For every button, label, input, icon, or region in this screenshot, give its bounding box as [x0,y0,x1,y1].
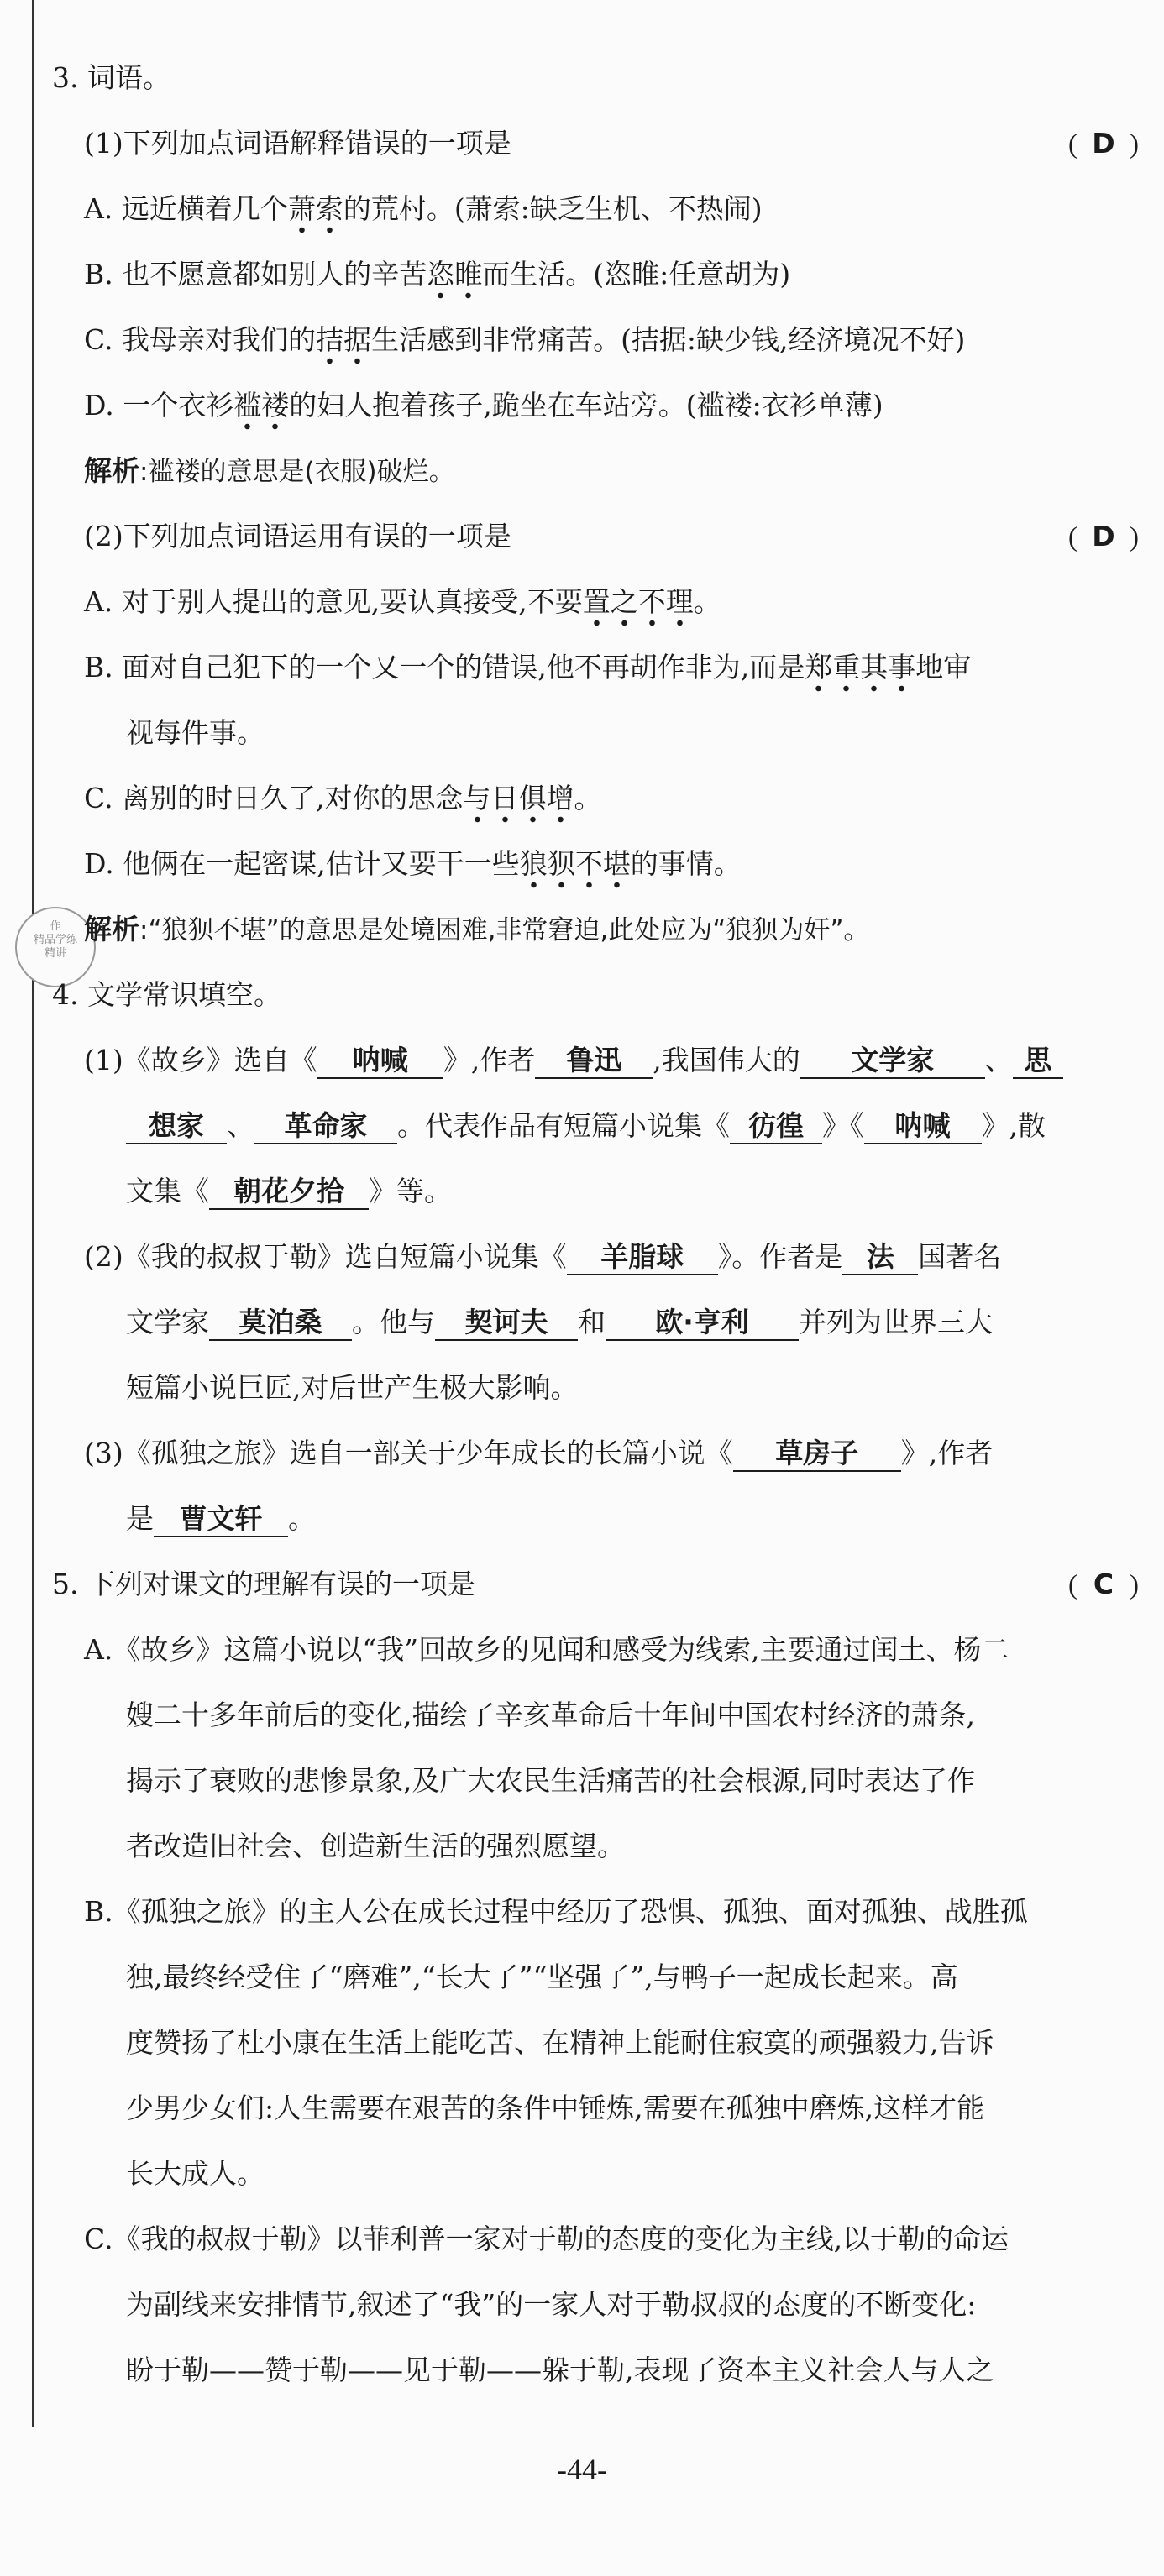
dotted-word: 狼狈不堪 [520,847,631,890]
dotted-word: 恣睢 [427,258,482,301]
q3-2-option-b-cont: 视每件事。 [126,716,265,749]
margin-rule [32,0,34,2427]
q4-3-line1: (3)《孤独之旅》选自一部关于少年成长的长篇小说《 草房子 》,作者 [84,1434,993,1473]
q3-1-analysis: 解析:褴褛的意思是(衣服)破烂。 [84,454,455,487]
watermark-stamp: 作 精品学练 精讲 [15,907,96,987]
dotted-word: 郑重其事 [805,651,915,694]
q3-1-option-a: A. 远近横着几个萧索的荒村。(萧索:缺乏生机、不热闹) [84,190,763,228]
answer-blank: 彷徨 [730,1109,822,1144]
dotted-word: 拮据 [316,323,371,366]
q3-1-option-c: C. 我母亲对我们的拮据生活感到非常痛苦。(拮据:缺少钱,经济境况不好) [84,321,965,359]
answer-blank: 羊脂球 [567,1240,718,1275]
q3-2-option-d: D. 他俩在一起密谋,估计又要干一些狼狈不堪的事情。 [84,845,742,883]
answer-blank: 想家 [126,1109,227,1144]
q5-option-a-line: 者改造旧社会、创造新生活的强烈愿望。 [126,1830,625,1862]
dotted-word: 与日俱增 [464,782,574,825]
answer-blank: 莫泊桑 [209,1306,352,1341]
q3-1-answer: ( D ) [1068,127,1139,160]
q5-option-b-line: 少男少女们:人生需要在艰苦的条件中锤炼,需要在孤独中磨炼,这样才能 [126,2092,985,2124]
q4-3-line2: 是 曹文轩 。 [126,1500,316,1538]
dotted-word: 置之不理 [583,585,694,628]
q3-2-analysis: 解析:“狼狈不堪”的意思是处境困难,非常窘迫,此处应为“狼狈为奸”。 [84,913,870,945]
q4-1-line3: 文集《 朝花夕拾 》等。 [126,1172,452,1211]
q5-stem: 5. 下列对课文的理解有误的一项是 [52,1568,475,1600]
q3-2-answer: ( D ) [1068,520,1139,552]
q4-1-line1: (1)《故乡》选自《 呐喊 》,作者 鲁迅 ,我国伟大的 文学家 、 思 [84,1041,1063,1080]
answer-blank: 思 [1013,1044,1063,1079]
q5-answer: ( C ) [1068,1568,1139,1600]
answer-blank: 契诃夫 [435,1306,578,1341]
dotted-word: 褴褛 [233,389,289,432]
answer-blank: 呐喊 [864,1109,982,1144]
q4-1-line2: 想家 、 革命家 。代表作品有短篇小说集《 彷徨 》《 呐喊 》,散 [126,1107,1046,1145]
q5-option-a-line: A.《故乡》这篇小说以“我”回故乡的见闻和感受为线索,主要通过闰土、杨二 [84,1633,1009,1666]
q5-option-b-line: B.《孤独之旅》的主人公在成长过程中经历了恐惧、孤独、面对孤独、战胜孤 [84,1895,1028,1928]
q4-2-line3: 短篇小说巨匠,对后世产生极大影响。 [126,1371,579,1404]
q3-2-stem: (2)下列加点词语运用有误的一项是 [84,520,511,552]
q3-1-option-d: D. 一个衣衫褴褛的妇人抱着孩子,跪坐在车站旁。(褴褛:衣衫单薄) [84,386,883,425]
q3-title: 3. 词语。 [52,61,170,94]
answer-blank: 草房子 [733,1437,901,1472]
dotted-word: 萧索 [288,192,343,235]
q3-2-option-a: A. 对于别人提出的意见,要认真接受,不要置之不理。 [84,583,721,621]
answer-blank: 朝花夕拾 [209,1175,369,1210]
q5-option-c-line: C.《我的叔叔于勒》以菲利普一家对于勒的态度的变化为主线,以于勒的命运 [84,2223,1009,2255]
q4-2-line2: 文学家 莫泊桑 。他与 契诃夫 和 欧·亨利 并列为世界三大 [126,1303,993,1342]
q4-2-line1: (2)《我的叔叔于勒》选自短篇小说集《 羊脂球 》。作者是 法 国著名 [84,1238,1001,1276]
q5-option-a-line: 揭示了衰败的悲惨景象,及广大农民生活痛苦的社会根源,同时表达了作 [126,1764,975,1797]
answer-blank: 革命家 [254,1109,397,1144]
answer-blank: 欧·亨利 [606,1306,799,1341]
q5-option-c-line: 为副线来安排情节,叙述了“我”的一家人对于勒叔叔的态度的不断变化: [126,2288,977,2321]
answer-blank: 呐喊 [317,1044,443,1079]
q5-option-a-line: 嫂二十多年前后的变化,描绘了辛亥革命后十年间中国农村经济的萧条, [126,1699,975,1731]
q5-option-b-line: 独,最终经受住了“磨难”,“长大了”“坚强了”,与鸭子一起成长起来。高 [126,1961,958,1993]
q3-1-option-b: B. 也不愿意都如别人的辛苦恣睢而生活。(恣睢:任意胡为) [84,255,790,294]
q3-1-stem: (1)下列加点词语解释错误的一项是 [84,127,511,160]
answer-blank: 曹文轩 [154,1502,288,1537]
q5-option-b-line: 长大成人。 [126,2157,265,2190]
page-number: -44- [557,2453,607,2486]
answer-blank: 法 [842,1240,918,1275]
q3-2-option-b: B. 面对自己犯下的一个又一个的错误,他不再胡作非为,而是郑重其事地审 [84,648,971,687]
answer-blank: 文学家 [800,1044,985,1079]
q4-title: 4. 文学常识填空。 [52,978,281,1011]
q5-option-c-line: 盼于勒——赞于勒——见于勒——躲于勒,表现了资本主义社会人与人之 [126,2353,994,2386]
answer-blank: 鲁迅 [535,1044,653,1079]
q3-2-option-c: C. 离别的时日久了,对你的思念与日俱增。 [84,779,602,818]
q5-option-b-line: 度赞扬了杜小康在生活上能吃苦、在精神上能耐住寂寞的顽强毅力,告诉 [126,2026,994,2059]
